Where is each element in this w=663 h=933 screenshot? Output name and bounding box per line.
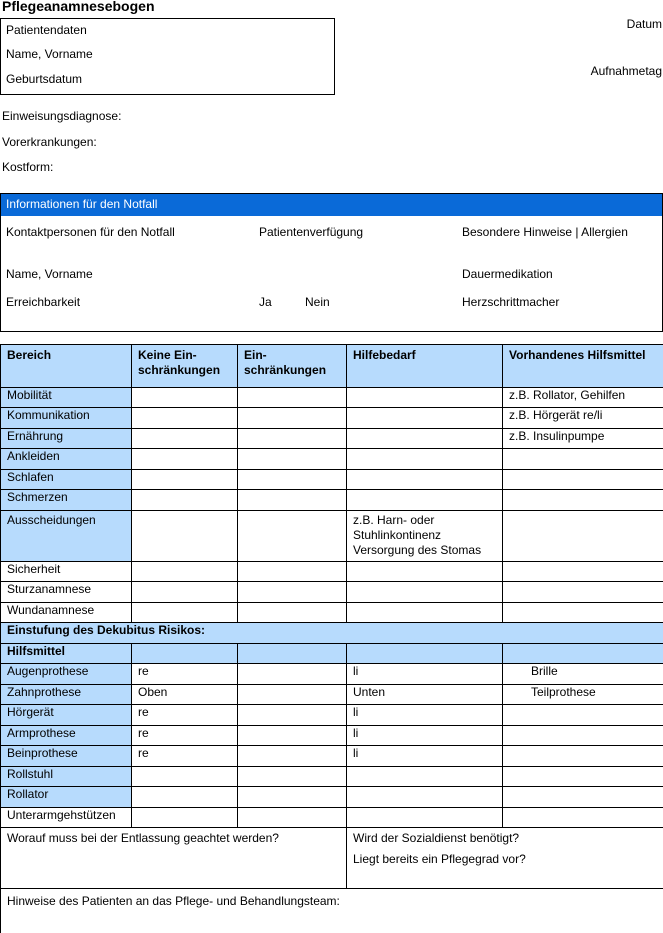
table-row — [1, 490, 663, 511]
table-row — [1, 449, 663, 470]
table-cell[interactable]: Unten — [347, 685, 503, 705]
decubitus-label: Einstufung des Dekubitus Risikos: — [1, 623, 663, 644]
table-cell[interactable] — [132, 582, 238, 603]
table-cell[interactable] — [132, 511, 238, 562]
col-header-restriction: Ein- schränkungen — [238, 345, 347, 388]
table-cell[interactable]: re — [132, 664, 238, 685]
table-cell[interactable]: Teilprothese — [503, 685, 663, 705]
table-cell[interactable] — [503, 582, 663, 603]
table-cell[interactable] — [238, 562, 347, 582]
table-cell[interactable] — [347, 582, 503, 603]
table-cell[interactable]: li — [347, 705, 503, 726]
table-header-row — [1, 345, 663, 388]
table-cell[interactable] — [347, 808, 503, 828]
table-cell[interactable] — [503, 705, 663, 726]
table-cell[interactable] — [238, 388, 347, 408]
row-label: Wundanamnese — [1, 603, 132, 623]
table-cell[interactable] — [238, 582, 347, 603]
table-row — [1, 511, 663, 562]
table-cell[interactable] — [132, 449, 238, 470]
row-label: Sturzanamnese — [1, 582, 132, 603]
table-cell[interactable] — [132, 429, 238, 449]
patient-notes-label[interactable]: Hinweise des Patienten an das Pflege- und Behandlungsteam: — [1, 889, 663, 933]
table-cell[interactable] — [132, 388, 238, 408]
table-row — [1, 470, 663, 490]
table-cell[interactable] — [238, 746, 347, 767]
table-row — [1, 808, 663, 828]
row-label: Sicherheit — [1, 562, 132, 582]
table-cell[interactable] — [347, 388, 503, 408]
page-title: Pflegeanamnesebogen — [2, 0, 155, 14]
table-row — [1, 582, 663, 603]
pacemaker-label: Herzschrittmacher — [462, 295, 560, 309]
aid-label: Armprothese — [1, 726, 132, 746]
table-cell[interactable] — [132, 490, 238, 511]
table-row — [1, 388, 663, 408]
table-cell[interactable] — [347, 408, 503, 429]
col-header-no-restriction: Keine Ein- schränkungen — [132, 345, 238, 388]
yes-label: Ja — [259, 295, 272, 309]
col-header-area: Bereich — [1, 345, 132, 388]
emergency-contacts-label: Kontaktpersonen für den Notfall — [6, 225, 175, 239]
table-cell[interactable] — [238, 685, 347, 705]
table-cell[interactable] — [238, 808, 347, 828]
table-row — [1, 562, 663, 582]
table-row — [1, 408, 663, 429]
row-label: Mobilität — [1, 388, 132, 408]
discharge-label[interactable]: Worauf muss bei der Entlassung geachtet werden? — [1, 828, 347, 889]
table-cell[interactable]: Brille — [503, 664, 663, 685]
table-cell[interactable] — [238, 511, 347, 562]
aid-label: Beinprothese — [1, 746, 132, 767]
table-cell[interactable] — [238, 664, 347, 685]
table-row — [1, 746, 663, 767]
table-cell[interactable] — [132, 767, 238, 787]
table-cell[interactable]: li — [347, 746, 503, 767]
table-cell[interactable] — [132, 470, 238, 490]
table-cell[interactable] — [238, 705, 347, 726]
table-cell[interactable] — [238, 408, 347, 429]
table-cell[interactable] — [238, 470, 347, 490]
date-label: Datum — [626, 17, 662, 31]
row-label: Schlafen — [1, 470, 132, 490]
aid-label: Rollator — [1, 787, 132, 808]
row-label: Kommunikation — [1, 408, 132, 429]
patient-name-label: Name, Vorname — [6, 47, 93, 61]
col-header-existing-aid: Vorhandenes Hilfsmittel — [503, 345, 663, 388]
table-row — [1, 787, 663, 808]
table-cell[interactable] — [238, 603, 347, 623]
aids-header-row — [1, 644, 663, 664]
table-cell[interactable] — [503, 449, 663, 470]
no-label: Nein — [305, 295, 330, 309]
table-cell[interactable] — [503, 511, 663, 562]
table-cell[interactable] — [347, 767, 503, 787]
table-cell[interactable] — [238, 490, 347, 511]
table-cell[interactable] — [347, 470, 503, 490]
row-label: Schmerzen — [1, 490, 132, 511]
col-header-help-need: Hilfebedarf — [347, 345, 503, 388]
table-cell[interactable]: li — [347, 726, 503, 746]
table-cell[interactable] — [503, 787, 663, 808]
care-level-label: Liegt bereits ein Pflegegrad vor? — [353, 852, 526, 866]
table-cell[interactable] — [503, 470, 663, 490]
table-cell[interactable] — [132, 603, 238, 623]
table-cell[interactable] — [132, 787, 238, 808]
table-cell[interactable] — [347, 603, 503, 623]
table-cell[interactable] — [238, 787, 347, 808]
table-cell[interactable] — [132, 808, 238, 828]
birthdate-label: Geburtsdatum — [6, 72, 83, 86]
aids-header: Hilfsmittel — [1, 644, 132, 664]
reachability-label: Erreichbarkeit — [6, 295, 81, 309]
aid-label: Augenprothese — [1, 664, 132, 685]
patient-notes-row — [1, 889, 663, 933]
table-cell[interactable] — [238, 429, 347, 449]
table-row — [1, 429, 663, 449]
table-cell[interactable]: z.B. Hörgerät re/li — [503, 408, 663, 429]
table-cell[interactable] — [347, 449, 503, 470]
table-cell[interactable] — [503, 490, 663, 511]
row-label: Ausscheidungen — [1, 511, 132, 562]
medication-label: Dauermedikation — [462, 267, 553, 281]
table-cell[interactable]: re — [132, 726, 238, 746]
table-cell[interactable]: re — [132, 705, 238, 726]
table-cell[interactable] — [238, 449, 347, 470]
table-cell[interactable] — [503, 726, 663, 746]
table-row — [1, 705, 663, 726]
social-service-label: Wird der Sozialdienst benötigt? — [353, 831, 520, 845]
table-cell[interactable] — [347, 787, 503, 808]
table-cell[interactable] — [503, 603, 663, 623]
table-cell[interactable] — [238, 726, 347, 746]
table-cell[interactable] — [347, 562, 503, 582]
table-cell[interactable] — [503, 562, 663, 582]
table-row — [1, 603, 663, 623]
aid-label: Rollstuhl — [1, 767, 132, 787]
table-cell[interactable]: re — [132, 746, 238, 767]
table-cell[interactable] — [503, 808, 663, 828]
table-cell[interactable] — [347, 490, 503, 511]
table-cell[interactable] — [238, 767, 347, 787]
row-label: Ernährung — [1, 429, 132, 449]
table-cell[interactable] — [503, 767, 663, 787]
table-cell[interactable]: z.B. Rollator, Gehilfen — [503, 388, 663, 408]
social-service-cell[interactable] — [347, 828, 663, 889]
aid-label: Zahnprothese — [1, 685, 132, 705]
contact-name-label: Name, Vorname — [6, 267, 93, 281]
allergies-label: Besondere Hinweise | Allergien — [462, 225, 628, 239]
table-cell[interactable]: li — [347, 664, 503, 685]
aid-label: Hörgerät — [1, 705, 132, 726]
table-cell[interactable] — [132, 408, 238, 429]
emergency-header: Informationen für den Notfall — [1, 194, 662, 216]
advance-directive-label: Patientenverfügung — [259, 225, 364, 239]
admission-day-label: Aufnahmetag — [590, 64, 662, 78]
table-row — [1, 685, 663, 705]
table-cell[interactable]: z.B. Insulinpumpe — [503, 429, 663, 449]
assessment-table — [0, 344, 663, 933]
table-cell[interactable] — [132, 562, 238, 582]
table-row — [1, 726, 663, 746]
table-row — [1, 664, 663, 685]
discharge-row — [1, 828, 663, 889]
diagnosis-label: Einweisungsdiagnose: — [2, 109, 122, 123]
decubitus-row — [1, 623, 663, 644]
patient-data-label: Patientendaten — [6, 23, 87, 37]
prior-illness-label: Vorerkrankungen: — [2, 135, 97, 149]
table-cell[interactable] — [347, 429, 503, 449]
table-row — [1, 767, 663, 787]
table-cell[interactable]: Oben — [132, 685, 238, 705]
aid-label: Unterarmgehstützen — [1, 808, 132, 828]
row-label: Ankleiden — [1, 449, 132, 470]
diet-label: Kostform: — [2, 160, 54, 174]
table-cell[interactable]: z.B. Harn- oder Stuhlinkontinenz Versorgung des Stomas — [347, 511, 503, 562]
table-cell[interactable] — [503, 746, 663, 767]
